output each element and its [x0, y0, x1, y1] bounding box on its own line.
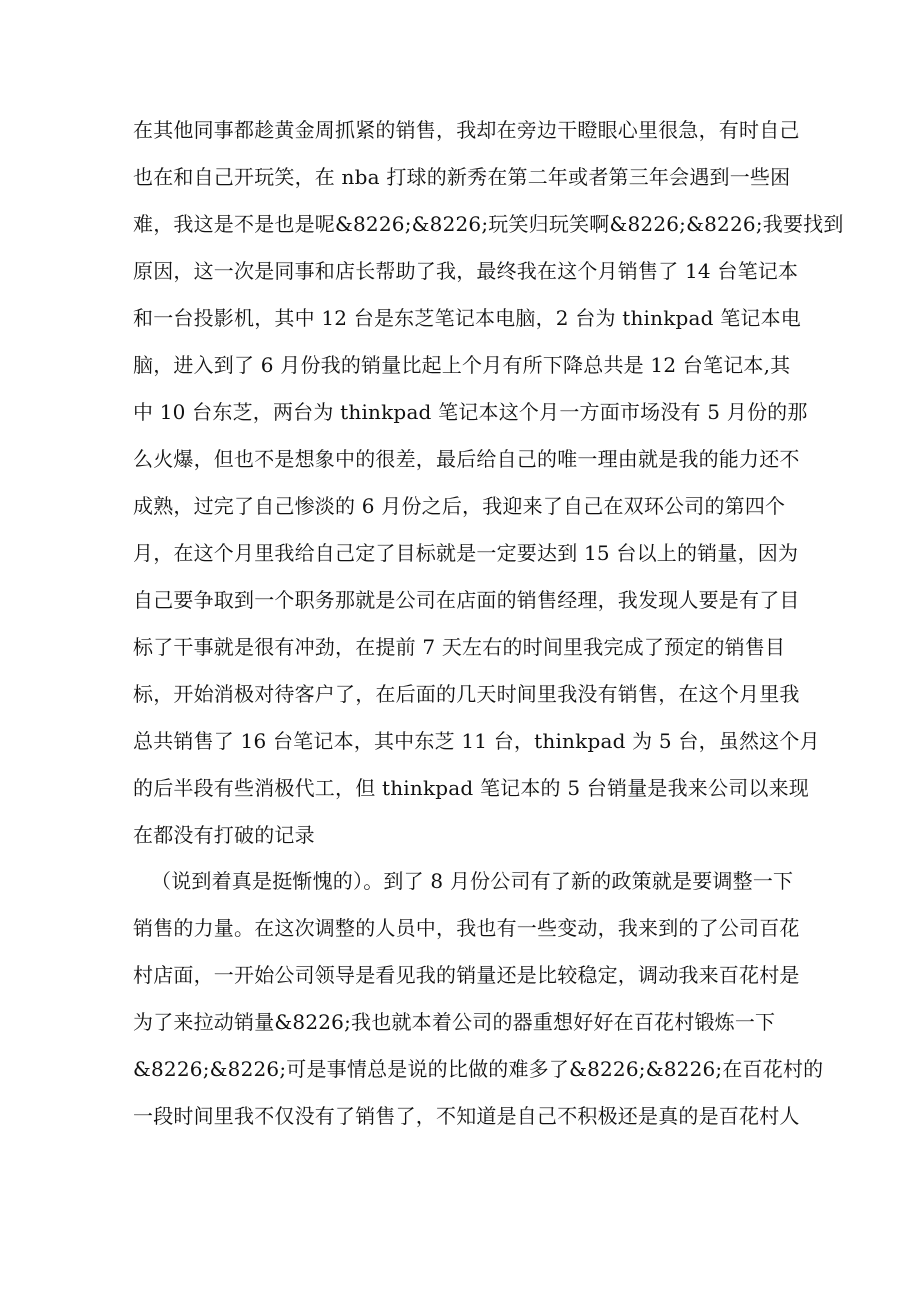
text-line: 脑，进入到了 6 月份我的销量比起上个月有所下降总共是 12 台笔记本,其: [133, 353, 791, 377]
text-line: 难，我这是不是也是呢&8226;&8226;玩笑归玩笑啊&8226;&8226;我要找到: [133, 212, 844, 236]
text-line: 原因，这一次是同事和店长帮助了我，最终我在这个月销售了 14 台笔记本: [133, 259, 799, 283]
text-line: 也在和自己开玩笑，在 nba 打球的新秀在第二年或者第三年会遇到一些困: [133, 165, 791, 189]
text-line: 标，开始消极对待客户了，在后面的几天时间里我没有销售，在这个月里我: [133, 682, 800, 706]
text-line: 和一台投影机，其中 12 台是东芝笔记本电脑，2 台为 thinkpad 笔记本电: [133, 306, 802, 330]
text-line: 自己要争取到一个职务那就是公司在店面的销售经理，我发现人要是有了目: [133, 588, 800, 612]
text-line: 标了干事就是很有冲劲，在提前 7 天左右的时间里我完成了预定的销售目: [133, 635, 786, 659]
text-line: 销售的力量。在这次调整的人员中，我也有一些变动，我来到的了公司百花: [133, 916, 800, 940]
text-line: 月，在这个月里我给自己定了目标就是一定要达到 15 台以上的销量，因为: [133, 541, 799, 565]
text-line: 在其他同事都趁黄金周抓紧的销售，我却在旁边干瞪眼心里很急，有时自己: [133, 118, 800, 142]
text-line: 一段时间里我不仅没有了销售了，不知道是自己不积极还是真的是百花村人: [133, 1104, 800, 1128]
text-line: 在都没有打破的记录: [133, 823, 315, 847]
text-line: 么火爆，但也不是想象中的很差，最后给自己的唯一理由就是我的能力还不: [133, 447, 800, 471]
text-line: 为了来拉动销量&8226;我也就本着公司的器重想好好在百花村锻炼一下: [133, 1010, 776, 1034]
text-line: （说到着真是挺惭愧的）。到了 8 月份公司有了新的政策就是要调整一下: [151, 869, 794, 893]
text-line: 成熟，过完了自己惨淡的 6 月份之后，我迎来了自己在双环公司的第四个: [133, 494, 786, 518]
text-line: &8226;&8226;可是事情总是说的比做的难多了&8226;&8226;在百花村的: [133, 1057, 824, 1081]
text-line: 的后半段有些消极代工，但 thinkpad 笔记本的 5 台销量是我来公司以来现: [133, 776, 809, 800]
text-line: 总共销售了 16 台笔记本，其中东芝 11 台，thinkpad 为 5 台，虽然这个月: [133, 729, 820, 753]
text-line: 中 10 台东芝，两台为 thinkpad 笔记本这个月一方面市场没有 5 月份的那: [133, 400, 808, 424]
text-line: 村店面，一开始公司领导是看见我的销量还是比较稳定，调动我来百花村是: [133, 963, 800, 987]
